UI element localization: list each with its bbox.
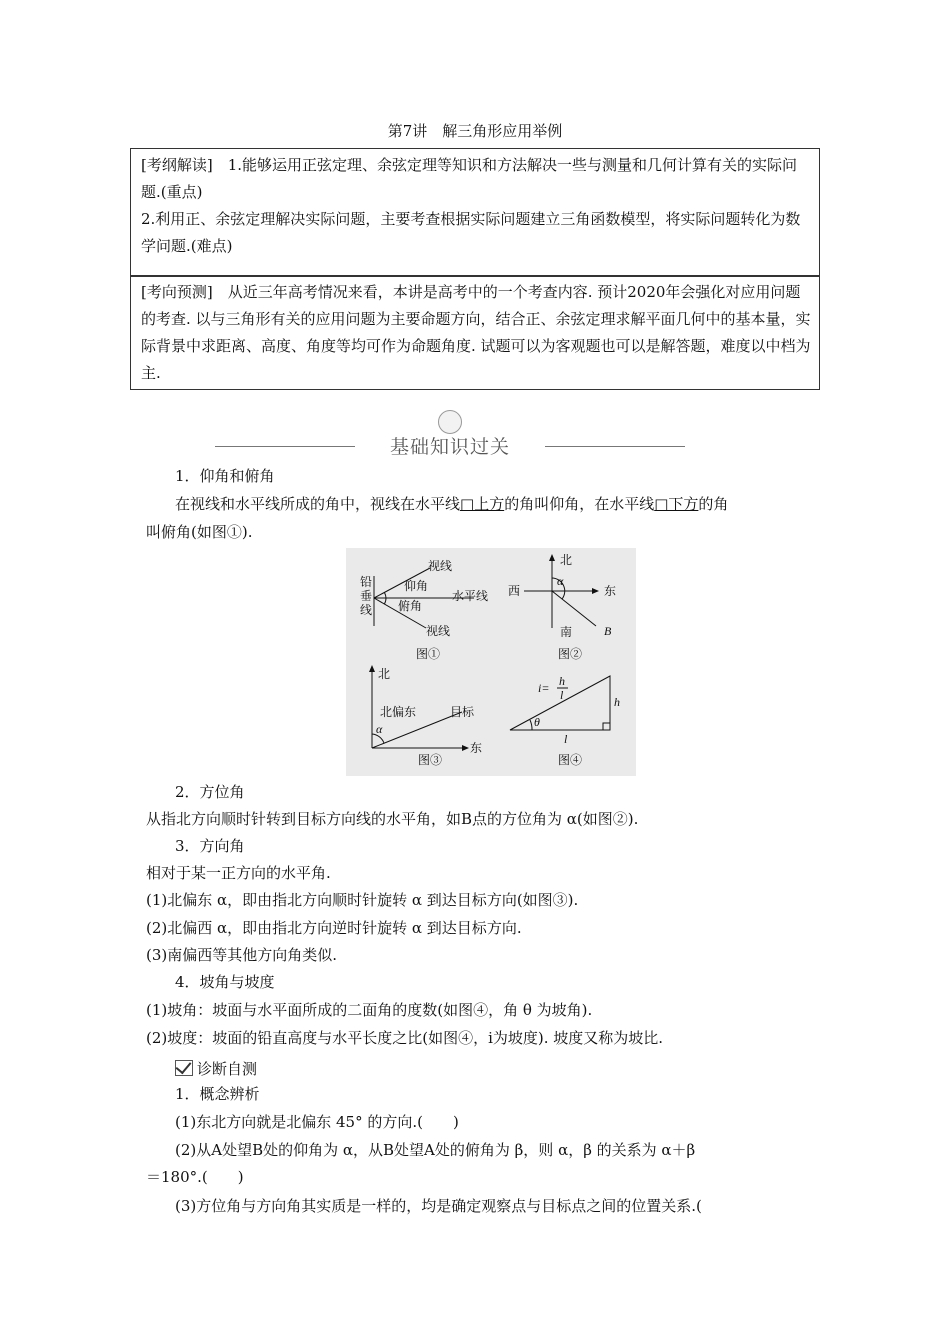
fig3-ne: 北偏东 <box>380 705 417 719</box>
fig1-horizontal: 水平线 <box>452 589 489 603</box>
fig2-alpha: α <box>557 574 564 588</box>
outline-line-2: 2.利用正、余弦定理解决实际问题，主要考查根据实际问题建立三角函数模型，将实际问题转化为数学问题.(难点) <box>141 210 801 255</box>
exam-forecast-box <box>130 276 820 390</box>
outline-tag: [考纲解读] <box>141 156 213 174</box>
fig4-h: h <box>614 695 620 709</box>
s3-item-1: (1)北偏东 α，即由指北方向顺时针旋转 α 到达目标方向(如图③). <box>146 891 579 909</box>
fig3-north: 北 <box>378 667 391 681</box>
s3-heading: 3．方向角 <box>175 837 245 855</box>
fig1-elevation: 仰角 <box>404 579 429 593</box>
fig3-caption: 图③ <box>418 753 443 767</box>
section-banner <box>215 408 685 456</box>
fig2-east: 东 <box>604 584 617 598</box>
fig2-point-b: B <box>604 624 612 638</box>
question-1: (1)东北方向就是北偏东 45° 的方向.( ) <box>175 1113 459 1131</box>
s2-heading: 2．方位角 <box>175 783 245 801</box>
fig1-plumb-1: 铅 <box>360 575 373 589</box>
fig4-l-den: l <box>560 688 564 702</box>
fig1-plumb-3: 线 <box>360 603 373 617</box>
s1-text-c: 的角 <box>698 495 729 513</box>
figure-panel <box>346 548 636 776</box>
fig2-north: 北 <box>560 553 573 567</box>
s3-item-2: (2)北偏西 α，即由指北方向逆时针旋转 α 到达目标方向. <box>146 919 522 937</box>
fig4-i: i= <box>538 681 550 695</box>
fig2-caption: 图② <box>558 647 583 661</box>
blank-above: □上方 <box>460 495 505 513</box>
diagnosis-label <box>175 1058 257 1079</box>
outline-line-1: 1.能够运用正弦定理、余弦定理等知识和方法解决一些与测量和几何计算有关的实际问题.(重点) <box>141 156 798 201</box>
fig1-sight-down: 视线 <box>426 624 451 638</box>
forecast-tag: [考向预测] <box>141 283 213 301</box>
question-3: (3)方位角与方向角其实质是一样的，均是确定观察点与目标点之间的位置关系.( <box>175 1197 702 1215</box>
figure-2 <box>508 553 616 661</box>
fig1-caption: 图① <box>416 647 441 661</box>
bulb-icon <box>438 410 462 434</box>
s1-text-d: 叫俯角(如图①). <box>146 523 253 541</box>
figure-4 <box>510 674 620 767</box>
fig4-caption: 图④ <box>558 753 583 767</box>
s1-text-a: 在视线和水平线所成的角中，视线在水平线 <box>175 495 461 513</box>
s4-item-1: (1)坡角：坡面与水平面所成的二面角的度数(如图④，角 θ 为坡角). <box>146 1001 593 1019</box>
s2-text: 从指北方向顺时针转到目标方向线的水平角，如B点的方位角为 α(如图②). <box>146 810 639 828</box>
s3-intro: 相对于某一正方向的水平角. <box>146 864 331 882</box>
fig4-theta: θ <box>534 715 540 729</box>
fig1-depression: 俯角 <box>398 599 423 613</box>
fig2-west: 西 <box>508 584 521 598</box>
blank-below: □下方 <box>654 495 699 513</box>
forecast-text: 从近三年高考情况来看，本讲是高考中的一个考查内容. 预计2020年会强化对应用问题的考查. 以与三角形有关的应用问题为主要命题方向，结合正、余弦定理求解平面几何中的基本量，实际背景中求距离、高度、角度等均可作为命题角度. 试题可以为客观题也可以是解答题，难度以中档为主. <box>141 283 811 382</box>
fig3-alpha: α <box>376 722 383 736</box>
s1-text-b: 的角叫仰角，在水平线 <box>504 495 655 513</box>
figure-3 <box>369 665 482 767</box>
s1-text <box>175 490 815 518</box>
fig2-south: 南 <box>560 625 573 639</box>
diag-heading: 1．概念辨析 <box>175 1085 260 1103</box>
fig1-plumb-2: 垂 <box>360 589 373 603</box>
exam-outline-box <box>130 148 820 276</box>
page-title: 第7讲 解三角形应用举例 <box>387 122 563 140</box>
s3-item-3: (3)南偏西等其他方向角类似. <box>146 946 338 964</box>
banner-title: 基础知识过关 <box>389 436 510 458</box>
question-2b: ＝180°.( ) <box>146 1168 244 1186</box>
fig3-east: 东 <box>470 741 483 755</box>
fig1-sight-up: 视线 <box>428 559 453 573</box>
fig4-h-num: h <box>559 674 565 688</box>
fig4-l: l <box>564 732 568 746</box>
s1-heading: 1．仰角和俯角 <box>175 467 275 485</box>
diagnosis-text: 诊断自测 <box>197 1060 258 1078</box>
s4-item-2: (2)坡度：坡面的铅直高度与水平长度之比(如图④，i为坡度). 坡度又称为坡比. <box>146 1029 664 1047</box>
checkbox-icon <box>175 1060 193 1076</box>
s4-heading: 4．坡角与坡度 <box>175 973 275 991</box>
question-2a: (2)从A处望B处的仰角为 α，从B处望A处的俯角为 β，则 α，β 的关系为 α＋β <box>175 1141 696 1159</box>
fig3-target: 目标 <box>450 705 475 719</box>
figure-1 <box>360 558 488 661</box>
